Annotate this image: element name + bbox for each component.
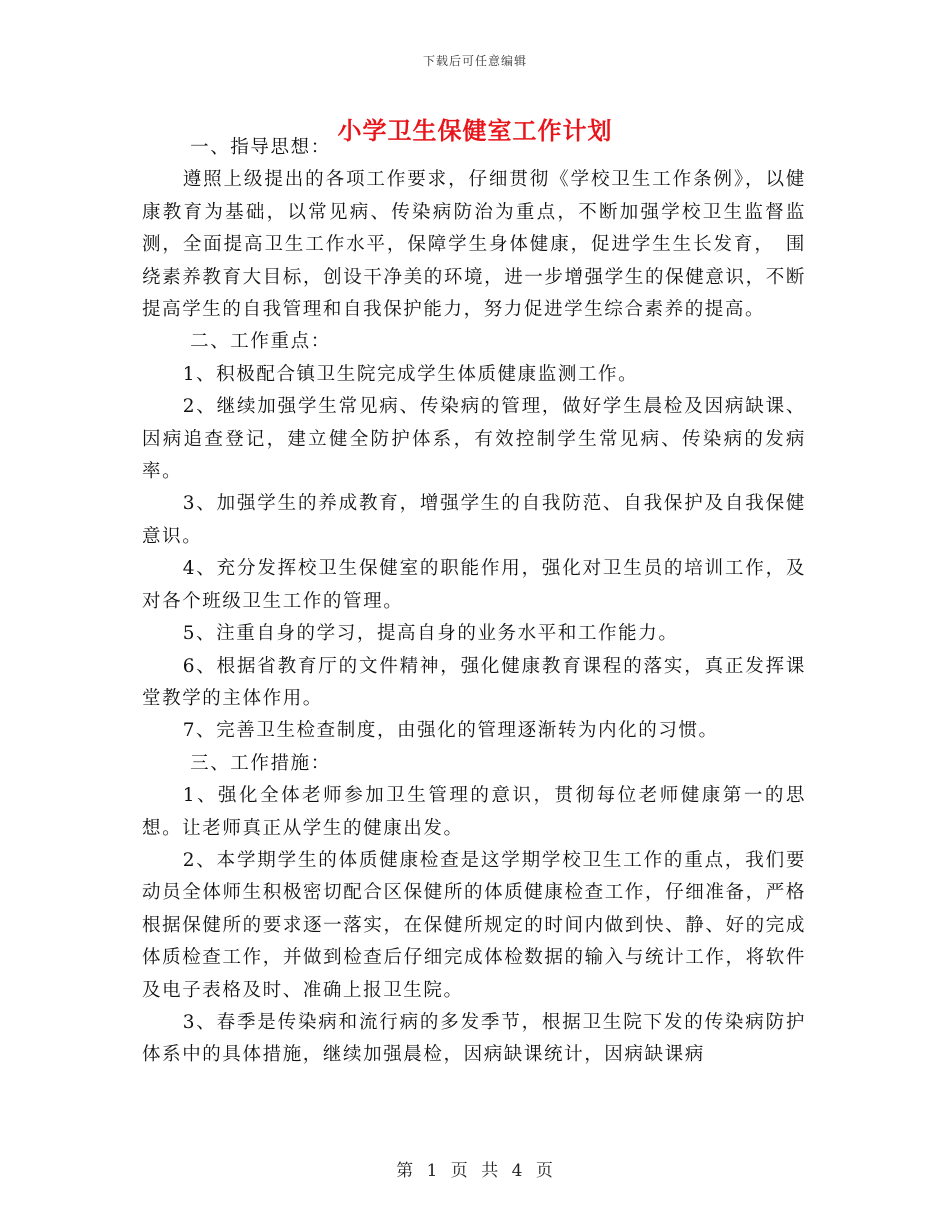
page-header: 下载后可任意编辑 <box>422 54 527 68</box>
focus-item-3: 3、加强学生的养成教育，增强学生的自我防范、自我保护及自我保健意识。 <box>142 493 806 547</box>
focus-item-4: 4、充分发挥校卫生保健室的职能作用，强化对卫生员的培训工作，及对各个班级卫生工作的管理。 <box>142 558 806 612</box>
focus-item-7: 7、完善卫生检查制度，由强化的管理逐渐转为内化的习惯。 <box>182 720 719 742</box>
measure-item-2: 2、本学期学生的体质健康检查是这学期学校卫生工作的重点，我们要动员全体师生积极密切配合区保健所的体质健康检查工作，仔细准备，严格根据保健所的要求逐一落实，在保健所规定的时间内做到快、静、好的完成体质检查工作，并做到检查后仔细完成体检数据的输入与统计工作，将软件及电子表格及时、准确上报卫生院。 <box>142 849 806 1001</box>
page-footer: 第 1 页 共 4 页 <box>396 1161 554 1181</box>
document-body <box>142 132 806 1072</box>
section-heading-guiding-ideology: 一、指导思想： <box>190 137 331 158</box>
focus-item-6: 6、根据省教育厅的文件精神，强化健康教育课程的落实，真正发挥课堂教学的主体作用。 <box>142 655 806 709</box>
paragraph-guiding-ideology: 遵照上级提出的各项工作要求，仔细贯彻《学校卫生工作条例》，以健康教育为基础，以常见病、传染病防治为重点，不断加强学校卫生监督监测，全面提高卫生工作水平，保障学生身体健康，促进学生生长发育， 围绕素养教育大目标，创设干净美的环境，进一步增强学生的保健意识，不断提高学生的自我管理和自我保护能力，努力促进学生综合素养的提高。 <box>142 169 806 321</box>
section-heading-work-focus: 二、工作重点： <box>190 331 331 353</box>
measure-item-1: 1、强化全体老师参加卫生管理的意识，贯彻每位老师健康第一的思想。让老师真正从学生的健康出发。 <box>142 785 806 839</box>
focus-item-2: 2、继续加强学生常见病、传染病的管理，做好学生晨检及因病缺课、因病追查登记，建立健全防护体系，有效控制学生常见病、传染病的发病率。 <box>142 396 806 483</box>
focus-item-1: 1、积极配合镇卫生院完成学生体质健康监测工作。 <box>182 363 639 385</box>
section-heading-work-measures: 三、工作措施： <box>190 752 331 774</box>
document-title: 小学卫生保健室工作计划 <box>337 116 613 145</box>
measure-item-3: 3、春季是传染病和流行病的多发季节，根据卫生院下发的传染病防护体系中的具体措施，继续加强晨检，因病缺课统计，因病缺课病 <box>142 1011 806 1066</box>
focus-item-5: 5、注重自身的学习，提高自身的业务水平和工作能力。 <box>182 623 679 645</box>
